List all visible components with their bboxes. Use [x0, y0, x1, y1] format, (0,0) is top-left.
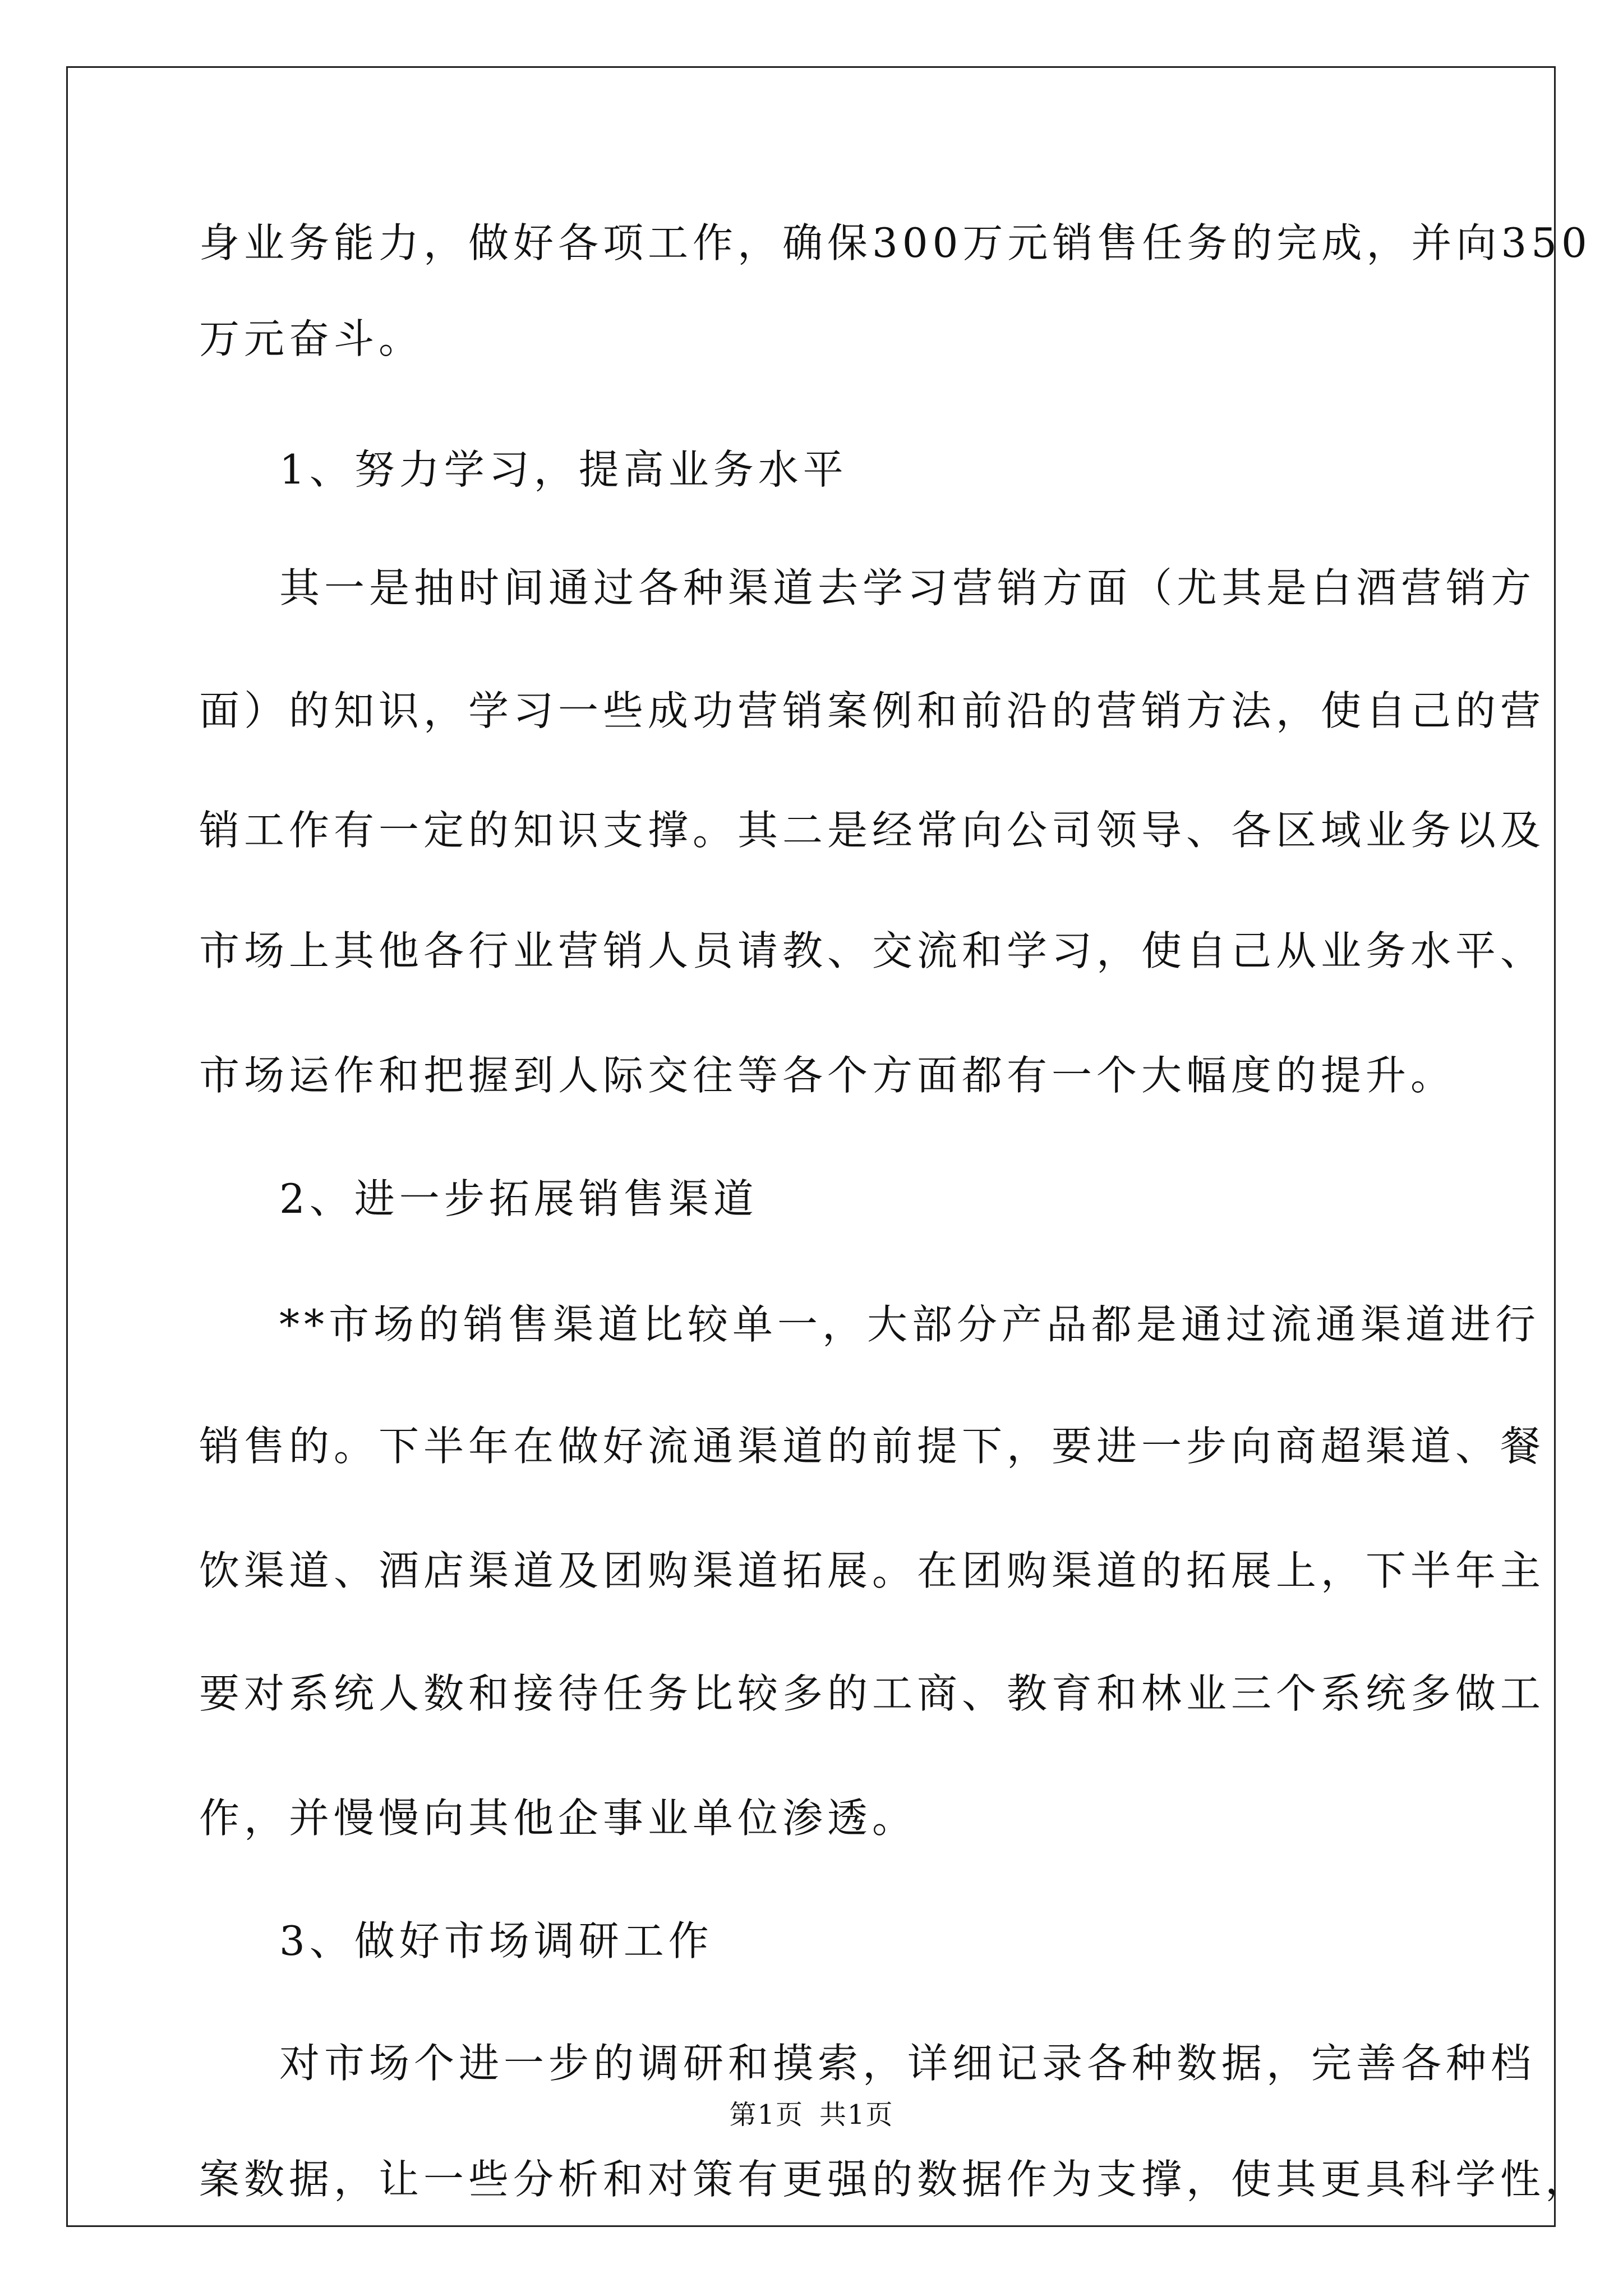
page-footer	[0, 2098, 1623, 2132]
paragraph-line: 饮渠道、酒店渠道及团购渠道拓展。在团购渠道的拓展上，下半年主	[199, 1547, 1546, 1594]
page-total: 共1页	[819, 2099, 894, 2131]
paragraph-line: 销售的。下半年在做好流通渠道的前提下，要进一步向商超渠道、餐	[199, 1423, 1546, 1470]
paragraph-line: 要对系统人数和接待任务比较多的工商、教育和林业三个系统多做工	[199, 1670, 1546, 1717]
section-heading: 2、进一步拓展销售渠道	[279, 1175, 758, 1222]
paragraph-line: 万元奋斗。	[199, 315, 424, 362]
paragraph-line: 面）的知识，学习一些成功营销案例和前沿的营销方法，使自己的营	[199, 687, 1546, 734]
page-number: 第1页	[729, 2099, 804, 2131]
paragraph-line: 对市场个进一步的调研和摸索，详细记录各种数据，完善各种档	[279, 2040, 1536, 2087]
paragraph-line: 销工作有一定的知识支撑。其二是经常向公司领导、各区域业务以及	[199, 807, 1546, 854]
paragraph-line: 案数据，让一些分析和对策有更强的数据作为支撑，使其更具科学性，	[199, 2156, 1590, 2203]
section-heading: 3、做好市场调研工作	[279, 1917, 713, 1964]
page-border	[66, 66, 1592, 2227]
paragraph-line: 市场运作和把握到人际交往等各个方面都有一个大幅度的提升。	[199, 1052, 1456, 1099]
paragraph-line: 作，并慢慢向其他企事业单位渗透。	[199, 1795, 917, 1842]
paragraph-line: **市场的销售渠道比较单一，大部分产品都是通过流通渠道进行	[279, 1301, 1541, 1348]
section-heading: 1、努力学习，提高业务水平	[279, 446, 848, 493]
paragraph-line: 身业务能力，做好各项工作，确保300万元销售任务的完成，并向350	[199, 219, 1592, 266]
paragraph-line: 其一是抽时间通过各种渠道去学习营销方面（尤其是白酒营销方	[279, 564, 1536, 611]
paragraph-line: 市场上其他各行业营销人员请教、交流和学习，使自己从业务水平、	[199, 927, 1546, 974]
